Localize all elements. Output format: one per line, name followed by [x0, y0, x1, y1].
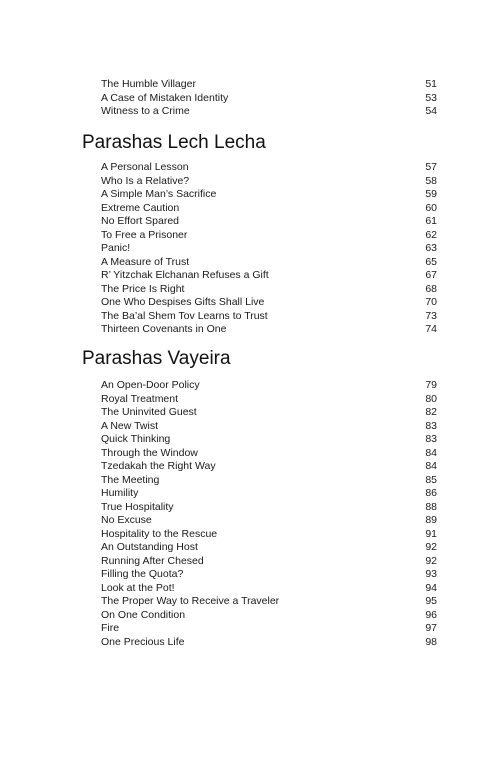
section-entry-list — [101, 161, 437, 337]
toc-entry-page-number: 67 — [425, 269, 437, 281]
toc-entry-title: Tzedakah the Right Way — [101, 460, 216, 472]
toc-entry — [101, 541, 437, 555]
toc-entry-title: An Outstanding Host — [101, 541, 198, 553]
toc-entry-title: The Proper Way to Receive a Traveler — [101, 595, 280, 607]
toc-entry — [101, 487, 437, 501]
toc-entry — [101, 283, 437, 297]
continued-entry-list — [101, 78, 437, 119]
toc-entry-page-number: 65 — [425, 255, 437, 268]
toc-entry — [101, 420, 437, 434]
toc-entry-page-number: 82 — [425, 406, 437, 418]
toc-entry-title: One Who Despises Gifts Shall Live — [101, 296, 265, 308]
toc-entry — [101, 406, 437, 420]
toc-entry — [101, 528, 437, 542]
toc-entry-title: A New Twist — [101, 419, 158, 432]
toc-entry-page-number: 93 — [425, 568, 437, 580]
toc-entry-title: One Precious Life — [101, 635, 185, 648]
toc-entry-title: Thirteen Covenants in One — [101, 323, 227, 335]
toc-entry-title: Running After Chesed — [101, 554, 204, 567]
toc-entry-title: Royal Treatment — [101, 392, 179, 405]
toc-entry-title: Filling the Quota? — [101, 568, 184, 580]
toc-entry — [101, 474, 437, 488]
toc-entry — [101, 433, 437, 447]
toc-entry-title: Panic! — [101, 242, 131, 254]
toc-entry-title: The Price Is Right — [101, 282, 185, 295]
toc-entry-page-number: 59 — [425, 188, 437, 200]
toc-entry-page-number: 92 — [425, 554, 437, 567]
toc-entry — [101, 161, 437, 175]
toc-entry-page-number: 85 — [425, 473, 437, 486]
toc-entry-page-number: 84 — [425, 460, 437, 472]
toc-entry-page-number: 83 — [425, 419, 437, 432]
toc-entry-page-number: 88 — [425, 500, 437, 513]
toc-entry — [101, 379, 437, 393]
toc-entry-page-number: 73 — [425, 309, 437, 322]
toc-entry — [101, 296, 437, 310]
toc-entry-page-number: 84 — [425, 446, 437, 459]
toc-entry-title: On One Condition — [101, 608, 186, 621]
toc-entry-title: The Uninvited Guest — [101, 406, 197, 418]
toc-entry-title: Through the Window — [101, 446, 198, 459]
toc-entry-title: An Open-Door Policy — [101, 379, 200, 391]
toc-entry — [101, 636, 437, 650]
section-entry-list — [101, 379, 437, 649]
toc-entry — [101, 202, 437, 216]
toc-entry-title: R’ Yitzchak Elchanan Refuses a Gift — [101, 269, 269, 281]
toc-entry — [101, 501, 437, 515]
toc-entry-page-number: 51 — [425, 78, 437, 90]
toc-entry — [101, 215, 437, 229]
toc-entry-page-number: 86 — [425, 487, 437, 499]
toc-entry-page-number: 89 — [425, 514, 437, 526]
toc-entry-page-number: 62 — [425, 228, 437, 241]
toc-entry-page-number: 80 — [425, 392, 437, 405]
toc-entry-title: Look at the Pot! — [101, 581, 175, 594]
toc-entry-title: No Excuse — [101, 514, 152, 526]
toc-entry-title: A Simple Man’s Sacrifice — [101, 188, 217, 200]
toc-entry-page-number: 96 — [425, 608, 437, 621]
toc-entry-title: A Personal Lesson — [101, 161, 189, 173]
toc-entry — [101, 460, 437, 474]
toc-entry — [101, 514, 437, 528]
toc-entry — [101, 175, 437, 189]
toc-entry-title: Who Is a Relative? — [101, 174, 190, 187]
toc-entry — [101, 78, 437, 92]
toc-entry-page-number: 60 — [425, 201, 437, 214]
toc-entry — [101, 393, 437, 407]
toc-entry-page-number: 61 — [425, 215, 437, 227]
toc-entry-page-number: 70 — [425, 296, 437, 308]
toc-entry-page-number: 91 — [425, 527, 437, 540]
toc-entry-page-number: 68 — [425, 282, 437, 295]
section-heading: Parashas Vayeira — [82, 348, 231, 369]
toc-entry-page-number: 95 — [425, 595, 437, 607]
toc-entry-title: No Effort Spared — [101, 215, 180, 227]
toc-entry-page-number: 94 — [425, 581, 437, 594]
toc-entry — [101, 105, 437, 119]
toc-entry-title: The Humble Villager — [101, 78, 196, 90]
toc-entry-page-number: 97 — [425, 622, 437, 634]
toc-entry-page-number: 74 — [425, 323, 437, 335]
toc-entry — [101, 582, 437, 596]
toc-entry-page-number: 53 — [425, 91, 437, 104]
toc-entry — [101, 609, 437, 623]
toc-entry-title: Hospitality to the Rescue — [101, 527, 218, 540]
toc-entry-page-number: 98 — [425, 635, 437, 648]
toc-entry — [101, 256, 437, 270]
toc-entry-page-number: 83 — [425, 433, 437, 445]
toc-entry-title: Quick Thinking — [101, 433, 171, 445]
toc-entry — [101, 323, 437, 337]
toc-entry — [101, 555, 437, 569]
toc-entry — [101, 242, 437, 256]
toc-entry — [101, 92, 437, 106]
toc-entry-title: A Case of Mistaken Identity — [101, 91, 229, 104]
toc-entry — [101, 595, 437, 609]
toc-entry-page-number: 54 — [425, 105, 437, 117]
toc-entry — [101, 310, 437, 324]
toc-entry-title: Extreme Caution — [101, 201, 180, 214]
toc-entry-page-number: 63 — [425, 242, 437, 254]
toc-entry-title: A Measure of Trust — [101, 255, 190, 268]
toc-entry — [101, 447, 437, 461]
toc-entry-title: The Meeting — [101, 473, 160, 486]
toc-entry-title: To Free a Prisoner — [101, 228, 188, 241]
toc-entry-page-number: 79 — [425, 379, 437, 391]
toc-entry — [101, 269, 437, 283]
toc-entry-page-number: 57 — [425, 161, 437, 173]
toc-entry-title: Humility — [101, 487, 139, 499]
toc-entry-title: The Ba’al Shem Tov Learns to Trust — [101, 309, 268, 322]
toc-entry — [101, 229, 437, 243]
toc-entry-page-number: 92 — [425, 541, 437, 553]
toc-entry-page-number: 58 — [425, 174, 437, 187]
toc-entry — [101, 622, 437, 636]
section-heading: Parashas Lech Lecha — [82, 132, 266, 153]
toc-entry — [101, 568, 437, 582]
toc-entry-title: Witness to a Crime — [101, 105, 190, 117]
toc-entry-title: Fire — [101, 622, 120, 634]
toc-entry — [101, 188, 437, 202]
toc-entry-title: True Hospitality — [101, 500, 174, 513]
